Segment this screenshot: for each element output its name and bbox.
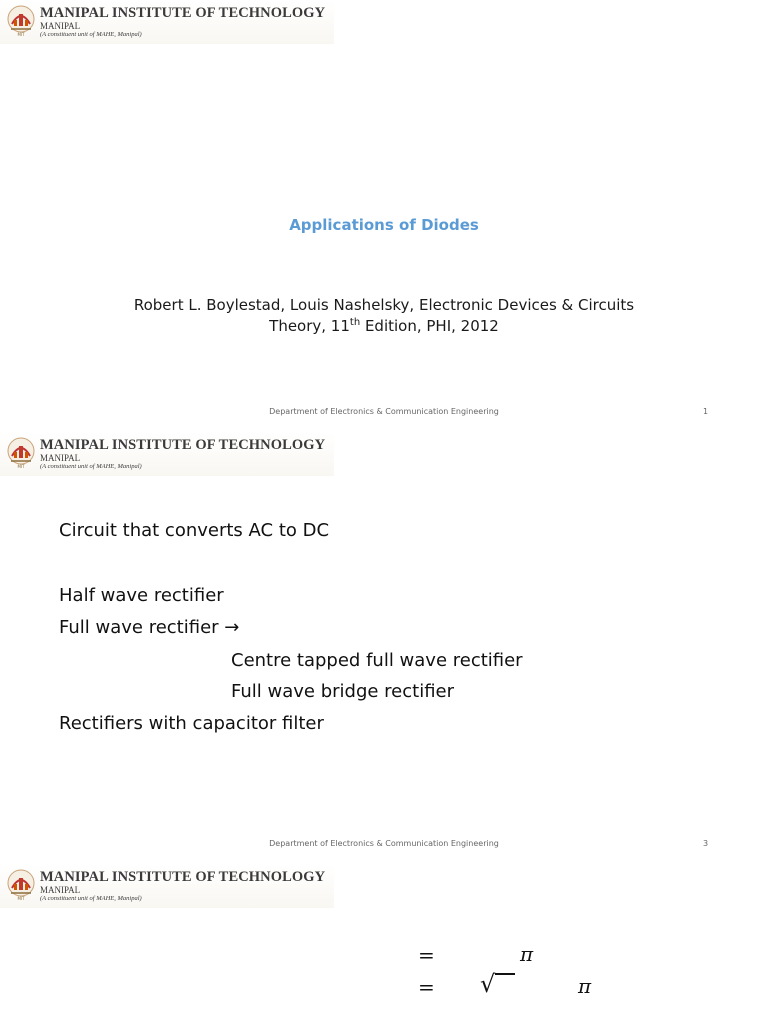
institute-logo-icon — [6, 436, 36, 470]
slide-1 — [0, 0, 768, 432]
svg-text:MIT: MIT — [17, 32, 25, 37]
institute-name: MANIPAL INSTITUTE OF TECHNOLOGY — [40, 5, 326, 21]
equals-sign-2: = — [418, 975, 435, 999]
slide-footer: Department of Electronics & Communication Engineering — [269, 839, 499, 848]
institute-note: (A constituent unit of MAHE, Manipal) — [40, 463, 142, 470]
slide-header — [0, 432, 334, 476]
equals-sign-1: = — [418, 943, 435, 967]
institute-logo-icon — [6, 868, 36, 902]
reference-line-1: Robert L. Boylestad, Louis Nashelsky, Electronic Devices & Circuits — [133, 296, 635, 314]
reference-text — [0, 295, 768, 337]
institute-city: MANIPAL — [40, 21, 81, 31]
list-item-centre-tapped: Centre tapped full wave rectifier — [231, 650, 523, 671]
list-item-bridge: Full wave bridge rectifier — [231, 681, 455, 702]
page-number: 1 — [703, 407, 709, 416]
institute-note: (A constituent unit of MAHE, Manipal) — [40, 31, 142, 38]
page-number: 3 — [703, 839, 709, 848]
institute-city: MANIPAL — [40, 453, 81, 463]
slide-footer: Department of Electronics & Communication Engineering — [269, 407, 499, 416]
slide-2 — [0, 432, 768, 864]
list-item-intro: Circuit that converts AC to DC — [59, 520, 330, 541]
svg-text:MIT: MIT — [17, 464, 25, 469]
list-item-capacitor-filter: Rectifiers with capacitor filter — [59, 713, 324, 734]
sqrt-symbol: √ — [480, 968, 516, 1000]
slide-header — [0, 864, 334, 908]
pi-symbol-1: π — [520, 942, 534, 966]
institute-city: MANIPAL — [40, 885, 81, 895]
reference-line-2: Theory, 11th Edition, PHI, 2012 — [269, 317, 499, 335]
institute-note: (A constituent unit of MAHE, Manipal) — [40, 895, 142, 902]
slide-header — [0, 0, 334, 44]
institute-logo-icon — [6, 4, 36, 38]
slide-title: Applications of Diodes — [289, 216, 479, 234]
list-item-half-wave: Half wave rectifier — [59, 585, 224, 606]
institute-name: MANIPAL INSTITUTE OF TECHNOLOGY — [40, 437, 326, 453]
slide-3 — [0, 864, 768, 1024]
institute-name: MANIPAL INSTITUTE OF TECHNOLOGY — [40, 869, 326, 885]
list-item-full-wave: Full wave rectifier → — [59, 617, 240, 638]
svg-text:MIT: MIT — [17, 896, 25, 901]
pi-symbol-2: π — [578, 974, 592, 998]
